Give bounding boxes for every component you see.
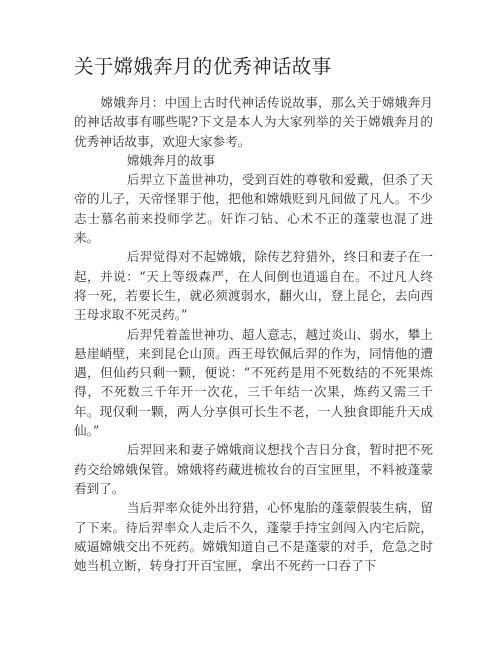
story-paragraph-4: 后羿回来和妻子嫦娥商议想找个吉日分食，暂时把不死药交给嫦娥保管。嫦娥将药藏进梳妆台的百宝匣里，不料被蓬蒙看到了。 [74,442,433,496]
intro-paragraph: 嫦娥奔月：中国上古时代神话传说故事，那么关于嫦娥奔月的神话故事有哪些呢?下文是本人为大家列举的关于嫦娥奔月的优秀神话故事，欢迎大家参考。 [74,95,433,149]
story-paragraph-2: 后羿觉得对不起嫦娥，除传艺狩猎外，终日和妻子在一起，并说：“天上等级森严，在人间倒也逍遥自在。不过凡人终将一死，若要长生，就必须渡弱水，翻火山，登上昆仑，去向西王母求取不死灵药。” [74,249,433,323]
story-paragraph-1: 后羿立下盖世神功，受到百姓的尊敬和爱戴，但杀了天帝的儿子，天帝怪罪于他，把他和嫦娥贬到凡间做了凡人。不少志士慕名前来投师学艺。奸诈刁钻、心术不正的蓬蒙也混了进来。 [74,172,433,246]
story-paragraph-3: 后羿凭着盖世神功、超人意志，越过炎山、弱水，攀上悬崖峭壁，来到昆仑山顶。西王母钦佩后羿的作为，同情他的遭遇，但仙药只剩一颗，便说：“不死药是用不死数结的不死果炼得，不死数三千年开一次花，三千年结一次果，炼药又需三千年。现仅剩一颗，两人分享俱可长生不老，一人独食即能升天成仙。” [74,326,433,439]
story-paragraph-5: 当后羿率众徒外出狩猎，心怀鬼胎的蓬蒙假装生病，留了下来。待后羿率众人走后不久，蓬蒙手持宝剑闯入内宅后院，威逼嫦娥交出不死药。嫦娥知道自己不是蓬蒙的对手，危急之时她当机立断，转身打开百宝匣，拿出不死药一口吞了下 [74,500,433,574]
section-heading: 嫦娥奔月的故事 [126,152,216,168]
document-title: 关于嫦娥奔月的优秀神话故事 [74,55,332,78]
